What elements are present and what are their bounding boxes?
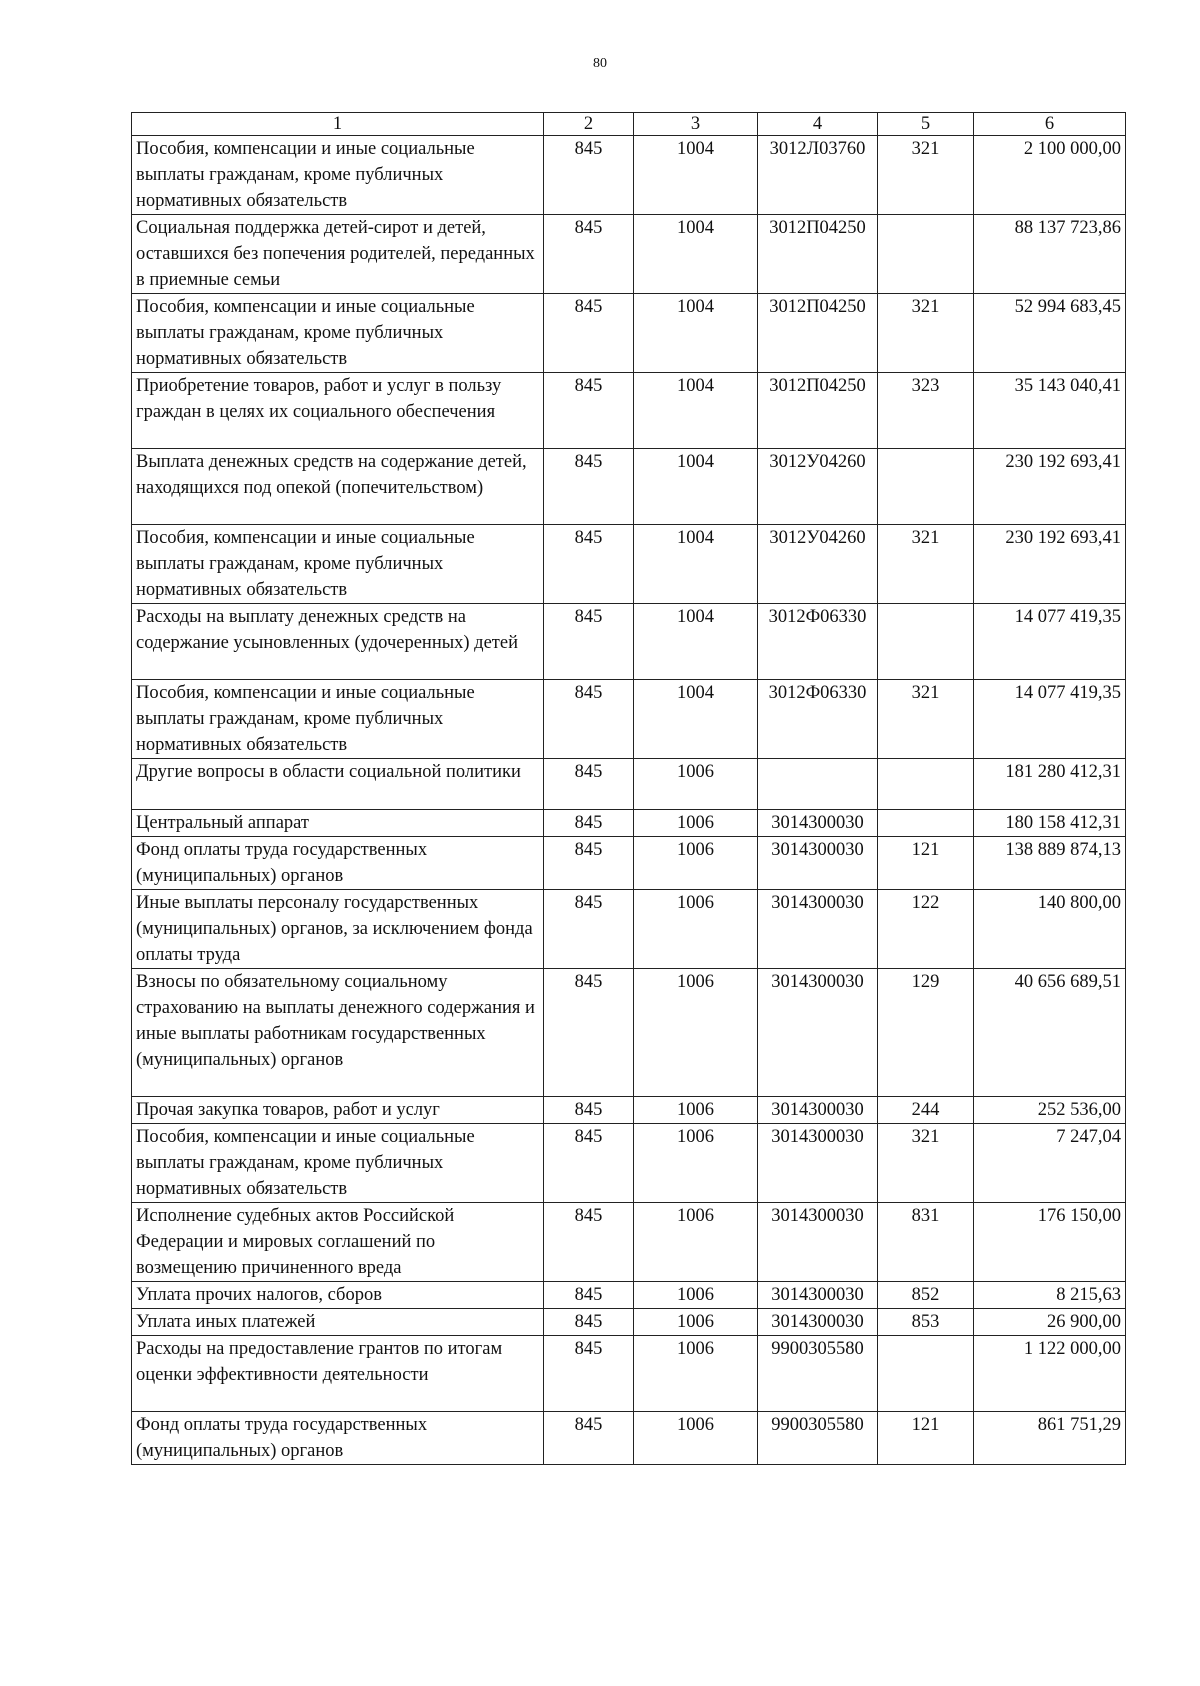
table-row — [132, 294, 1126, 373]
row-rzpr-cell: 1006 — [634, 1203, 758, 1282]
row-rzpr-cell: 1006 — [634, 890, 758, 969]
row-sum-cell: 2 100 000,00 — [974, 136, 1126, 215]
row-ved-cell: 845 — [544, 890, 634, 969]
column-number-row — [132, 113, 1126, 136]
row-sum-cell: 88 137 723,86 — [974, 215, 1126, 294]
row-vr-cell: 321 — [878, 1124, 974, 1203]
row-rzpr-cell: 1004 — [634, 525, 758, 604]
table-row — [132, 1282, 1126, 1309]
table-row — [132, 215, 1126, 294]
row-rzpr-cell: 1004 — [634, 373, 758, 449]
row-ved-cell: 845 — [544, 1412, 634, 1465]
row-sum-cell: 230 192 693,41 — [974, 525, 1126, 604]
row-rzpr-cell: 1006 — [634, 1282, 758, 1309]
row-ved-cell: 845 — [544, 136, 634, 215]
table-row — [132, 525, 1126, 604]
row-vr-cell: 244 — [878, 1097, 974, 1124]
page-number: 80 — [593, 56, 607, 71]
row-vr-cell — [878, 810, 974, 837]
row-name-cell: Пособия, компенсации и иные социальные выплаты гражданам, кроме публичных нормативных обязательств — [132, 294, 544, 373]
row-ved-cell: 845 — [544, 1309, 634, 1336]
row-ved-cell: 845 — [544, 1336, 634, 1412]
table-row — [132, 449, 1126, 525]
row-csr-cell: 3014300030 — [758, 810, 878, 837]
table-row — [132, 373, 1126, 449]
row-csr-cell: 3012Ф06330 — [758, 680, 878, 759]
row-sum-cell: 861 751,29 — [974, 1412, 1126, 1465]
row-sum-cell: 7 247,04 — [974, 1124, 1126, 1203]
row-csr-cell: 9900305580 — [758, 1412, 878, 1465]
row-vr-cell: 323 — [878, 373, 974, 449]
row-vr-cell: 121 — [878, 1412, 974, 1465]
row-name-cell: Пособия, компенсации и иные социальные выплаты гражданам, кроме публичных нормативных обязательств — [132, 525, 544, 604]
row-sum-cell: 252 536,00 — [974, 1097, 1126, 1124]
table-row — [132, 680, 1126, 759]
table-row — [132, 604, 1126, 680]
row-sum-cell: 8 215,63 — [974, 1282, 1126, 1309]
budget-table — [131, 112, 1126, 1465]
row-name-cell: Пособия, компенсации и иные социальные выплаты гражданам, кроме публичных нормативных обязательств — [132, 136, 544, 215]
row-csr-cell: 3012У04260 — [758, 449, 878, 525]
row-sum-cell: 14 077 419,35 — [974, 604, 1126, 680]
row-ved-cell: 845 — [544, 1124, 634, 1203]
table-row — [132, 890, 1126, 969]
row-rzpr-cell: 1006 — [634, 1336, 758, 1412]
row-name-cell: Взносы по обязательному социальному страхованию на выплаты денежного содержания и иные выплаты работникам государственных (муниципальных) органов — [132, 969, 544, 1097]
row-csr-cell: 3012П04250 — [758, 294, 878, 373]
row-csr-cell: 3014300030 — [758, 1203, 878, 1282]
table-row — [132, 810, 1126, 837]
row-ved-cell: 845 — [544, 810, 634, 837]
row-sum-cell: 138 889 874,13 — [974, 837, 1126, 890]
row-vr-cell: 321 — [878, 136, 974, 215]
row-sum-cell: 1 122 000,00 — [974, 1336, 1126, 1412]
column-header: 5 — [878, 113, 974, 136]
row-vr-cell: 321 — [878, 294, 974, 373]
row-vr-cell: 852 — [878, 1282, 974, 1309]
row-vr-cell: 321 — [878, 680, 974, 759]
row-ved-cell: 845 — [544, 759, 634, 810]
row-rzpr-cell: 1006 — [634, 1097, 758, 1124]
row-csr-cell: 9900305580 — [758, 1336, 878, 1412]
row-csr-cell: 3014300030 — [758, 1309, 878, 1336]
row-name-cell: Пособия, компенсации и иные социальные выплаты гражданам, кроме публичных нормативных обязательств — [132, 1124, 544, 1203]
row-rzpr-cell: 1006 — [634, 1309, 758, 1336]
row-ved-cell: 845 — [544, 1203, 634, 1282]
row-ved-cell: 845 — [544, 373, 634, 449]
table-row — [132, 1412, 1126, 1465]
row-rzpr-cell: 1004 — [634, 294, 758, 373]
row-name-cell: Фонд оплаты труда государственных (муниципальных) органов — [132, 1412, 544, 1465]
row-vr-cell: 122 — [878, 890, 974, 969]
row-rzpr-cell: 1006 — [634, 1412, 758, 1465]
table-row — [132, 1309, 1126, 1336]
row-vr-cell: 121 — [878, 837, 974, 890]
column-header: 3 — [634, 113, 758, 136]
row-ved-cell: 845 — [544, 1097, 634, 1124]
row-ved-cell: 845 — [544, 525, 634, 604]
row-rzpr-cell: 1004 — [634, 604, 758, 680]
row-sum-cell: 181 280 412,31 — [974, 759, 1126, 810]
row-name-cell: Исполнение судебных актов Российской Федерации и мировых соглашений по возмещению причиненного вреда — [132, 1203, 544, 1282]
row-ved-cell: 845 — [544, 604, 634, 680]
row-ved-cell: 845 — [544, 969, 634, 1097]
row-sum-cell: 230 192 693,41 — [974, 449, 1126, 525]
row-csr-cell: 3014300030 — [758, 1124, 878, 1203]
table-row — [132, 1097, 1126, 1124]
column-header: 2 — [544, 113, 634, 136]
table-row — [132, 969, 1126, 1097]
row-rzpr-cell: 1004 — [634, 215, 758, 294]
row-vr-cell — [878, 215, 974, 294]
table-row — [132, 837, 1126, 890]
row-vr-cell — [878, 759, 974, 810]
row-rzpr-cell: 1004 — [634, 680, 758, 759]
row-csr-cell: 3014300030 — [758, 837, 878, 890]
row-csr-cell: 3012Ф06330 — [758, 604, 878, 680]
row-vr-cell: 321 — [878, 525, 974, 604]
row-csr-cell: 3012П04250 — [758, 373, 878, 449]
row-name-cell: Другие вопросы в области социальной политики — [132, 759, 544, 810]
row-sum-cell: 176 150,00 — [974, 1203, 1126, 1282]
row-sum-cell: 140 800,00 — [974, 890, 1126, 969]
column-header: 4 — [758, 113, 878, 136]
row-sum-cell: 40 656 689,51 — [974, 969, 1126, 1097]
row-name-cell: Уплата прочих налогов, сборов — [132, 1282, 544, 1309]
row-vr-cell — [878, 604, 974, 680]
row-name-cell: Фонд оплаты труда государственных (муниципальных) органов — [132, 837, 544, 890]
row-csr-cell — [758, 759, 878, 810]
row-rzpr-cell: 1006 — [634, 837, 758, 890]
row-vr-cell — [878, 1336, 974, 1412]
column-header: 1 — [132, 113, 544, 136]
row-name-cell: Пособия, компенсации и иные социальные выплаты гражданам, кроме публичных нормативных обязательств — [132, 680, 544, 759]
row-name-cell: Социальная поддержка детей-сирот и детей, оставшихся без попечения родителей, переданных в приемные семьи — [132, 215, 544, 294]
row-rzpr-cell: 1004 — [634, 449, 758, 525]
row-rzpr-cell: 1006 — [634, 759, 758, 810]
row-name-cell: Расходы на предоставление грантов по итогам оценки эффективности деятельности — [132, 1336, 544, 1412]
row-name-cell: Центральный аппарат — [132, 810, 544, 837]
row-ved-cell: 845 — [544, 215, 634, 294]
row-csr-cell: 3014300030 — [758, 1097, 878, 1124]
row-vr-cell: 853 — [878, 1309, 974, 1336]
row-csr-cell: 3014300030 — [758, 969, 878, 1097]
row-sum-cell: 14 077 419,35 — [974, 680, 1126, 759]
row-sum-cell: 35 143 040,41 — [974, 373, 1126, 449]
row-csr-cell: 3012П04250 — [758, 215, 878, 294]
row-sum-cell: 52 994 683,45 — [974, 294, 1126, 373]
row-sum-cell: 180 158 412,31 — [974, 810, 1126, 837]
row-ved-cell: 845 — [544, 837, 634, 890]
row-name-cell: Расходы на выплату денежных средств на содержание усыновленных (удочеренных) детей — [132, 604, 544, 680]
row-sum-cell: 26 900,00 — [974, 1309, 1126, 1336]
table-row — [132, 759, 1126, 810]
row-ved-cell: 845 — [544, 1282, 634, 1309]
row-rzpr-cell: 1006 — [634, 969, 758, 1097]
row-name-cell: Приобретение товаров, работ и услуг в пользу граждан в целях их социального обеспечения — [132, 373, 544, 449]
column-header: 6 — [974, 113, 1126, 136]
row-csr-cell: 3012Л03760 — [758, 136, 878, 215]
row-vr-cell — [878, 449, 974, 525]
row-name-cell: Иные выплаты персоналу государственных (муниципальных) органов, за исключением фонда оплаты труда — [132, 890, 544, 969]
row-csr-cell: 3014300030 — [758, 890, 878, 969]
table-row — [132, 1203, 1126, 1282]
row-vr-cell: 831 — [878, 1203, 974, 1282]
row-rzpr-cell: 1006 — [634, 810, 758, 837]
row-ved-cell: 845 — [544, 294, 634, 373]
table-row — [132, 1336, 1126, 1412]
row-name-cell: Уплата иных платежей — [132, 1309, 544, 1336]
row-rzpr-cell: 1006 — [634, 1124, 758, 1203]
row-name-cell: Прочая закупка товаров, работ и услуг — [132, 1097, 544, 1124]
row-csr-cell: 3014300030 — [758, 1282, 878, 1309]
row-vr-cell: 129 — [878, 969, 974, 1097]
row-rzpr-cell: 1004 — [634, 136, 758, 215]
row-name-cell: Выплата денежных средств на содержание детей, находящихся под опекой (попечительством) — [132, 449, 544, 525]
table-row — [132, 1124, 1126, 1203]
row-ved-cell: 845 — [544, 680, 634, 759]
table-row — [132, 136, 1126, 215]
row-ved-cell: 845 — [544, 449, 634, 525]
row-csr-cell: 3012У04260 — [758, 525, 878, 604]
